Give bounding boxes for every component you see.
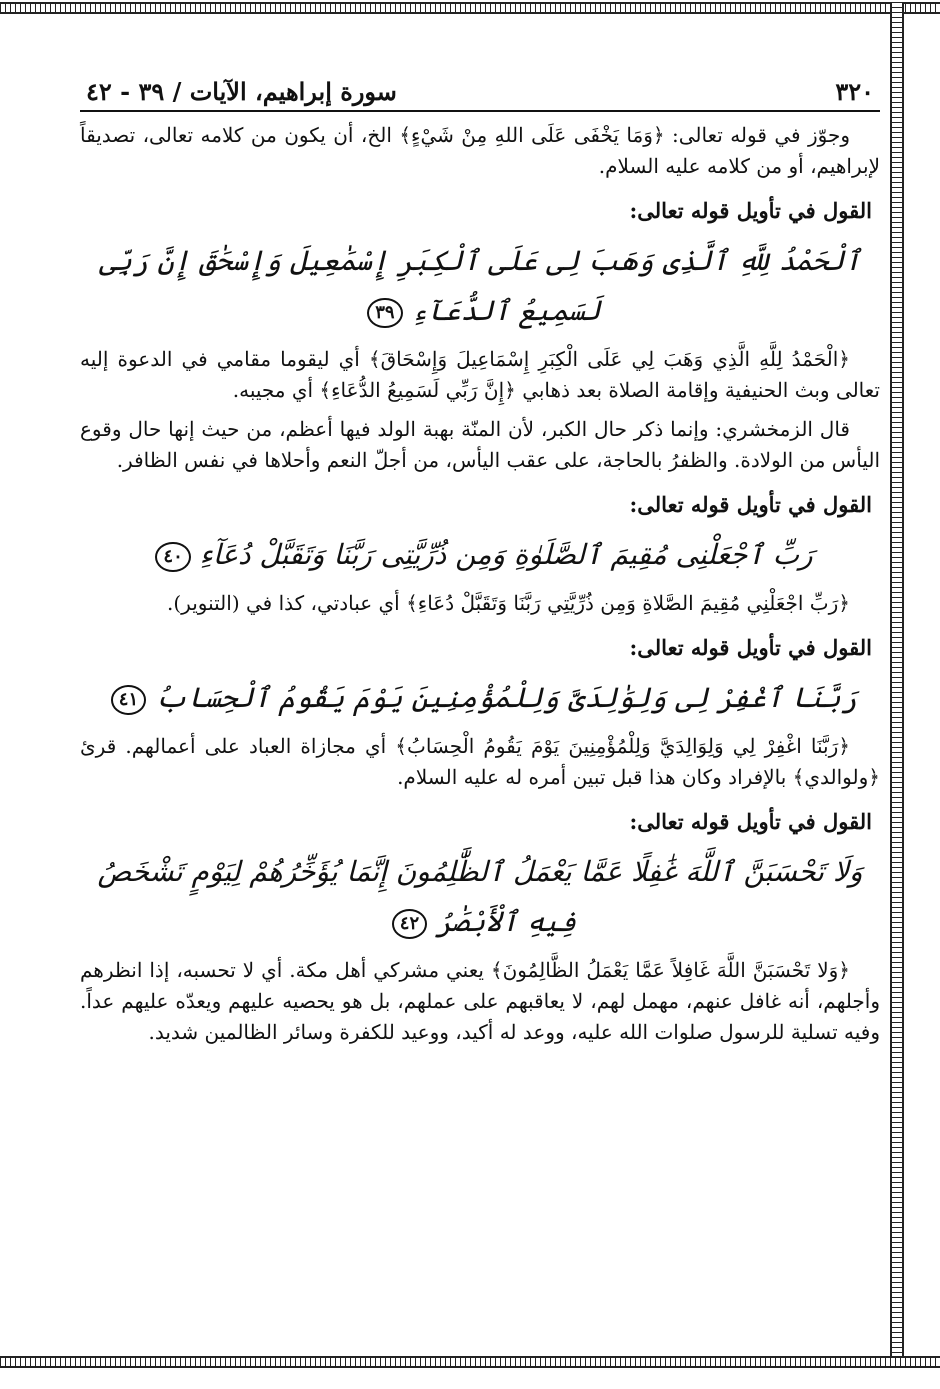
quran-verse-39 xyxy=(80,236,880,336)
paragraph-1: وجوّز في قوله تعالى: ﴿وَمَا يَخْفَى عَلَى اللهِ مِنْ شَيْءٍ﴾ الخ، أن يكون من كلامه تعالى، تصديقاً لإبراهيم، أو من كلامه عليه السلام. xyxy=(80,123,880,178)
paragraph-3: قال الزمخشري: وإنما ذكر حال الكبر، لأن المنّة بهبة الولد فيها أعظم، من حيث إنها حال وقوع اليأس من الولادة. والظفرُ بالحاجة، على عقب اليأس، من أجلّ النعم وأحلاها في نفس الظافر. xyxy=(80,417,880,472)
surah-title: سورة إبراهيم، الآيات / ٣٩ - ٤٢ xyxy=(86,77,397,106)
verse-text-line-1: وَلَا تَحْسَبَنَّ ٱللَّهَ غَٰفِلًا عَمَّا يَعْمَلُ ٱلظَّٰلِمُونَ إِنَّمَا يُؤَخِّرُهُمْ لِيَوْمٍ تَشْخَصُ xyxy=(97,855,863,888)
page-header xyxy=(80,60,880,112)
ayah-number-mark: ٤١ xyxy=(111,685,146,715)
verse-text: رَبِّ ٱجْعَلْنِى مُقِيمَ ٱلصَّلَوٰةِ وَمِن ذُرِّيَّتِى رَبَّنَا وَتَقَبَّلْ دُعَآءِ xyxy=(199,538,813,571)
page-content xyxy=(80,60,880,1048)
paragraph-5: ﴿رَبَّنَا اغْفِرْ لِي وَلِوَالِدَيَّ وَلِلْمُؤْمِنِينَ يَوْمَ يَقُومُ الْحِسَابُ﴾ أي مجازاة العباد على أعمالهم. قرئ ﴿ولوالدي﴾ بالإفراد وكان هذا قبل تبين أمره له عليه السلام. xyxy=(80,734,880,789)
ayah-number-mark: ٤٠ xyxy=(155,542,190,572)
verse-text: ٱلْحَمْدُ لِلَّهِ ٱلَّذِى وَهَبَ لِى عَلَى ٱلْكِبَرِ إِسْمَٰعِيلَ وَإِسْحَٰقَ إِنَّ رَبِّى لَسَمِيعُ ٱلدُّعَآءِ xyxy=(99,244,861,327)
section-heading-4: القول في تأويل قوله تعالى: xyxy=(629,809,872,834)
quran-verse-42 xyxy=(80,847,880,947)
verse-text: رَبَّنَا ٱغْفِرْ لِى وَلِوَٰلِدَىَّ وَلِلْمُؤْمِنِينَ يَوْمَ يَقُومُ ٱلْحِسَابُ xyxy=(155,681,858,714)
section-heading-1: القول في تأويل قوله تعالى: xyxy=(629,198,872,223)
quran-verse-40 xyxy=(80,530,880,580)
decorative-border-bottom xyxy=(0,1356,940,1368)
page-number: ٣٢٠ xyxy=(835,77,874,106)
verse-text: فِيهِ ٱلْأَبْصَٰرُ xyxy=(436,905,577,938)
section-heading-2: القول في تأويل قوله تعالى: xyxy=(629,492,872,517)
paragraph-4: ﴿رَبِّ اجْعَلْنِي مُقِيمَ الصَّلاةِ وَمِن ذُرِّيَّتِي رَبَّنَا وَتَقَبَّلْ دُعَاءِ﴾ أي عبادتي، كذا في (التنوير). xyxy=(167,591,850,615)
quran-verse-41 xyxy=(80,673,880,723)
ayah-number-mark: ٣٩ xyxy=(367,298,402,328)
verse-text-line-2 xyxy=(80,897,880,947)
paragraph-2: ﴿الْحَمْدُ لِلَّهِ الَّذِي وَهَبَ لِي عَلَى الْكِبَرِ إِسْمَاعِيلَ وَإِسْحَاقَ﴾ أي ليقوما مقامي في الدعوة إليه تعالى وبث الحنيفية وإقامة الصلاة بعد ذهابي ﴿إِنَّ رَبِّي لَسَمِيعُ الدُّعَاءِ﴾ أي مجيبه. xyxy=(80,347,880,402)
paragraph-6: ﴿وَلا تَحْسَبَنَّ اللَّهَ غَافِلاً عَمَّا يَعْمَلُ الظَّالِمُونَ﴾ يعني مشركي أهل مكة. أي لا تحسبه، إذا انظرهم وأجلهم، أنه غافل عنهم، مهمل لهم، لا يعاقبهم على عملهم، بل هو يحصيه عليهم ويعدّه عليهم عداً. وفيه تسلية للرسول صلوات الله عليه، ووعد له أكيد، ووعيد للكفرة وسائر الظالمين شديد. xyxy=(80,958,880,1044)
ayah-number-mark: ٤٢ xyxy=(392,909,427,939)
section-heading-3: القول في تأويل قوله تعالى: xyxy=(629,635,872,660)
decorative-border-right xyxy=(890,2,904,1368)
decorative-border-top xyxy=(0,2,940,14)
